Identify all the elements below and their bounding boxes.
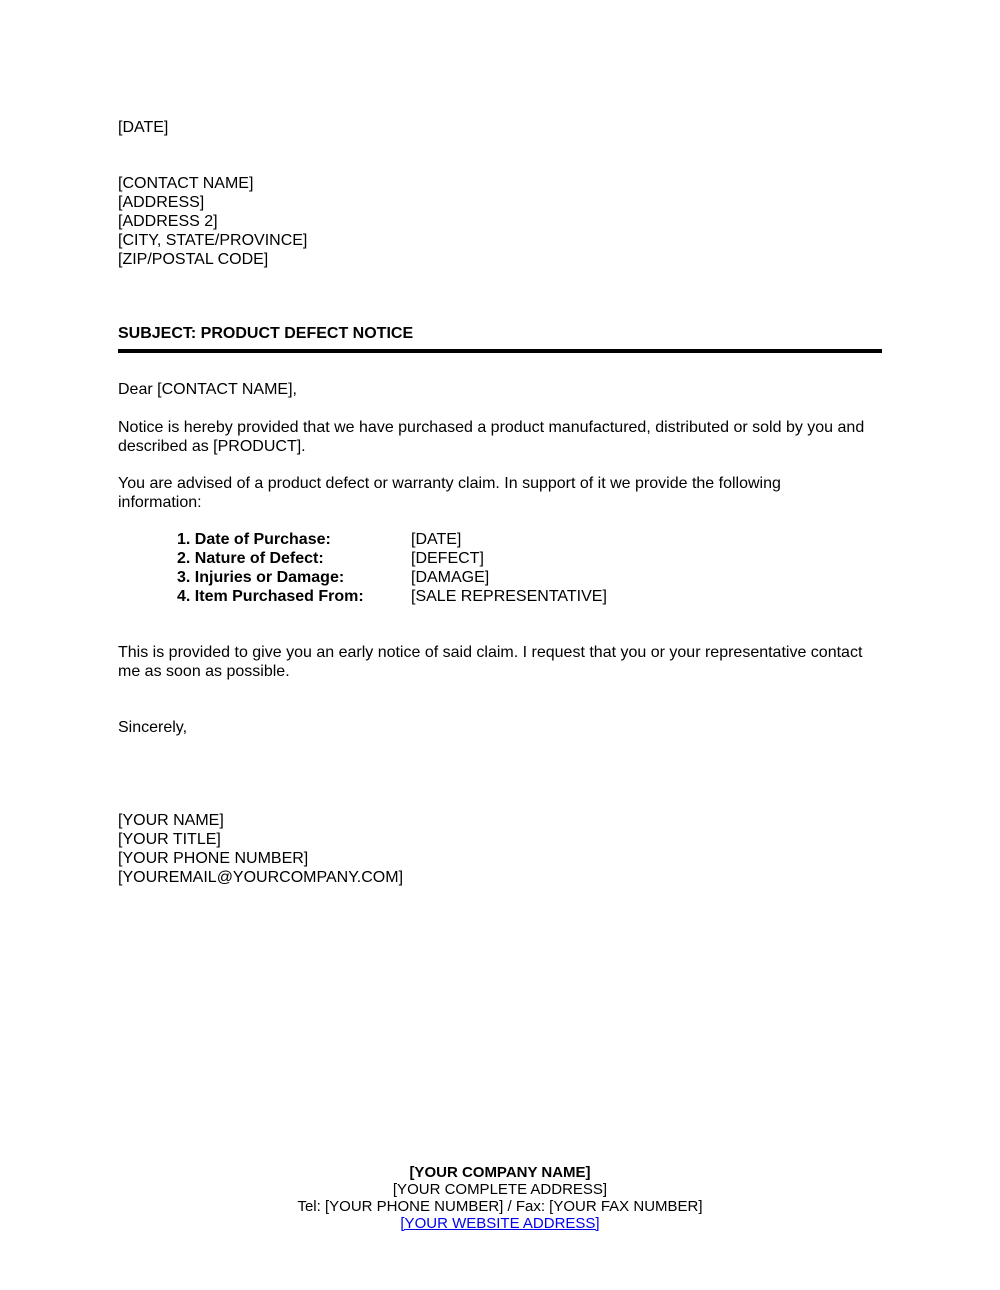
closing: Sincerely, bbox=[118, 719, 188, 736]
signature-name: [YOUR NAME] bbox=[118, 812, 224, 829]
signature-block bbox=[118, 811, 403, 887]
recipient-address: [ADDRESS] bbox=[118, 194, 205, 211]
footer-contact: Tel: [YOUR PHONE NUMBER] / Fax: [YOUR FAX NUMBER] bbox=[297, 1198, 703, 1215]
paragraph-advised: You are advised of a product defect or warranty claim. In support of it we provide the following information: bbox=[118, 475, 781, 511]
letter-date: [DATE] bbox=[118, 119, 169, 136]
recipient-city-state: [CITY, STATE/PROVINCE] bbox=[118, 232, 308, 249]
list-item-value: [DATE] bbox=[411, 531, 462, 548]
company-footer bbox=[0, 1164, 1000, 1232]
paragraph-notice: Notice is hereby provided that we have purchased a product manufactured, distributed or sold by you and described as [PRODUCT]. bbox=[118, 419, 865, 455]
signature-title: [YOUR TITLE] bbox=[118, 831, 221, 848]
list-item-label: 1. Date of Purchase: bbox=[177, 531, 331, 548]
signature-email: [YOUREMAIL@YOURCOMPANY.COM] bbox=[118, 869, 404, 886]
signature-phone: [YOUR PHONE NUMBER] bbox=[118, 850, 309, 867]
recipient-address-block bbox=[118, 174, 307, 269]
recipient-address-2: [ADDRESS 2] bbox=[118, 213, 218, 230]
paragraph-early-notice: This is provided to give you an early notice of said claim. I request that you or your representative contact me as soon as possible. bbox=[118, 644, 863, 680]
subject-divider bbox=[118, 349, 882, 353]
recipient-name: [CONTACT NAME] bbox=[118, 175, 254, 192]
list-item-label: 2. Nature of Defect: bbox=[177, 550, 324, 567]
subject-line: SUBJECT: PRODUCT DEFECT NOTICE bbox=[118, 325, 414, 342]
list-item-label: 4. Item Purchased From: bbox=[177, 588, 364, 605]
footer-address: [YOUR COMPLETE ADDRESS] bbox=[392, 1181, 608, 1198]
recipient-zip: [ZIP/POSTAL CODE] bbox=[118, 251, 269, 268]
footer-website-link[interactable]: [YOUR WEBSITE ADDRESS] bbox=[400, 1215, 600, 1232]
list-item-value: [DEFECT] bbox=[411, 550, 484, 567]
footer-company-name: [YOUR COMPANY NAME] bbox=[409, 1164, 591, 1181]
list-item-value: [DAMAGE] bbox=[411, 569, 490, 586]
list-item-value: [SALE REPRESENTATIVE] bbox=[411, 588, 607, 605]
list-item-label: 3. Injuries or Damage: bbox=[177, 569, 345, 586]
salutation: Dear [CONTACT NAME], bbox=[118, 381, 297, 398]
